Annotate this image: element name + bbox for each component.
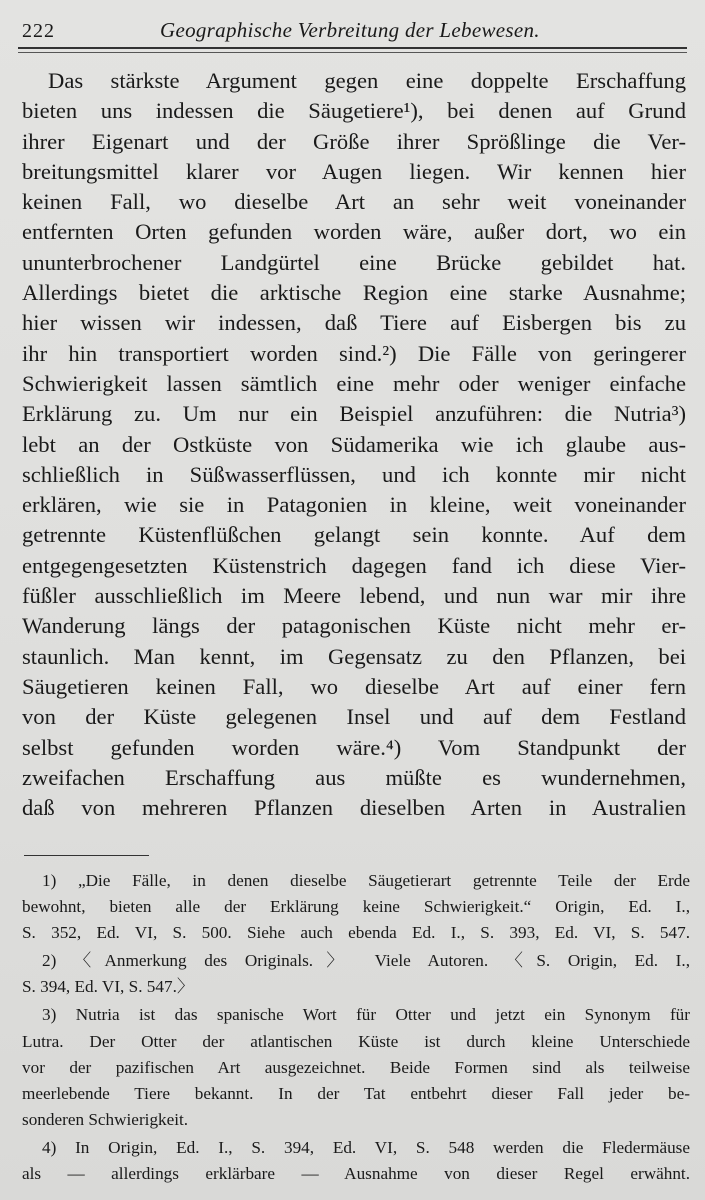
- body-line: bieten uns indessen die Säugetiere¹), bei denen auf Grund: [22, 98, 686, 124]
- header-rule-thin: [18, 52, 687, 53]
- body-line: hier wissen wir indessen, daß Tiere auf Eisbergen bis zu: [22, 310, 686, 336]
- footnote-line: sonderen Schwierigkeit.: [22, 1109, 189, 1129]
- body-line: breitungsmittel klarer vor Augen liegen. Wir kennen hier: [22, 158, 686, 184]
- footnotes: [22, 868, 690, 1189]
- footnote-line: als — allerdings erklärbare — Ausnahme von dieser Regel erwähnt.: [22, 1164, 690, 1184]
- footnote-line: Lutra. Der Otter der atlantischen Küste ist durch kleine Unterschiede: [22, 1031, 690, 1051]
- body-line: Allerdings bietet die arktische Region eine starke Ausnahme;: [22, 280, 686, 306]
- body-line: getrennte Küstenflüßchen gelangt sein konnte. Auf dem: [22, 522, 686, 548]
- body-line: zweifachen Erschaffung aus müßte es wundernehmen,: [22, 764, 686, 790]
- body-line: schließlich in Süßwasserflüssen, und ich konnte mir nicht: [22, 461, 686, 487]
- footnote-line: bewohnt, bieten alle der Erklärung keine Schwierigkeit.“ Origin, Ed. I.,: [22, 897, 690, 917]
- footnote-3: [22, 1002, 690, 1132]
- footnote-line: vor der pazifischen Art ausgezeichnet. Beide Formen sind als teilweise: [22, 1057, 690, 1077]
- footnote-4: [22, 1135, 690, 1187]
- body-line: selbst gefunden worden wäre.⁴) Vom Standpunkt der: [22, 734, 686, 760]
- footnote-line: 1) „Die Fälle, in denen dieselbe Säugetierart getrennte Teile der Erde: [42, 871, 690, 890]
- footnote-line: S. 394, Ed. VI, S. 547.〉: [22, 977, 195, 997]
- footnote-line: 4) In Origin, Ed. I., S. 394, Ed. VI, S. 548 werden die Fledermäuse: [42, 1137, 690, 1157]
- body-line: daß von mehreren Pflanzen dieselben Arten in Australien: [22, 795, 686, 821]
- body-line: Das stärkste Argument gegen eine doppelte Erschaffung: [48, 68, 686, 93]
- body-line: Schwierigkeit lassen sämtlich eine mehr oder weniger einfache: [22, 370, 686, 396]
- body-line: lebt an der Ostküste von Südamerika wie ich glaube aus-: [22, 431, 686, 457]
- running-title: Geographische Verbreitung der Lebewesen.: [160, 18, 540, 42]
- footnote-line: S. 352, Ed. VI, S. 500. Siehe auch ebenda Ed. I., S. 393, Ed. VI, S. 547.: [22, 923, 690, 943]
- footnote-1: [22, 868, 690, 946]
- body-line: Wanderung längs der patagonischen Küste nicht mehr er-: [22, 613, 686, 639]
- header-rule-thick: [18, 47, 687, 49]
- body-line: füßler ausschließlich im Meere lebend, und nun war mir ihre: [22, 583, 686, 609]
- page-header: [20, 8, 685, 48]
- body-line: keinen Fall, wo dieselbe Art an sehr weit voneinander: [22, 189, 686, 215]
- body-line: Säugetieren keinen Fall, wo dieselbe Art auf einer fern: [22, 673, 686, 699]
- body-line: von der Küste gelegenen Insel und auf dem Festland: [22, 704, 686, 730]
- body-text: [22, 66, 686, 823]
- body-line: ihr hin transportiert worden sind.²) Die Fälle von geringerer: [22, 340, 686, 366]
- footnote-separator: [24, 855, 149, 856]
- body-line: staunlich. Man kennt, im Gegensatz zu den Pflanzen, bei: [22, 643, 686, 669]
- page-number: 222: [22, 20, 55, 42]
- footnote-2: [22, 948, 690, 1000]
- body-line: entfernten Orten gefunden worden wäre, außer dort, wo ein: [22, 219, 686, 245]
- footnote-line: 2) 〈Anmerkung des Originals.〉 Viele Autoren. 〈S. Origin, Ed. I.,: [42, 951, 690, 971]
- footnote-line: meerlebende Tiere bekannt. In der Tat entbehrt dieser Fall jeder be-: [22, 1083, 690, 1103]
- body-line: ununterbrochener Landgürtel eine Brücke gebildet hat.: [22, 249, 686, 275]
- body-line: ihrer Eigenart und der Größe ihrer Sprößlinge die Ver-: [22, 128, 686, 154]
- body-line: entgegengesetzten Küstenstrich dagegen fand ich diese Vier-: [22, 552, 686, 578]
- body-line: erklären, wie sie in Patagonien in kleine, weit voneinander: [22, 492, 686, 518]
- footnote-line: 3) Nutria ist das spanische Wort für Otter und jetzt ein Synonym für: [42, 1005, 690, 1025]
- body-line: Erklärung zu. Um nur ein Beispiel anzuführen: die Nutria³): [22, 401, 686, 427]
